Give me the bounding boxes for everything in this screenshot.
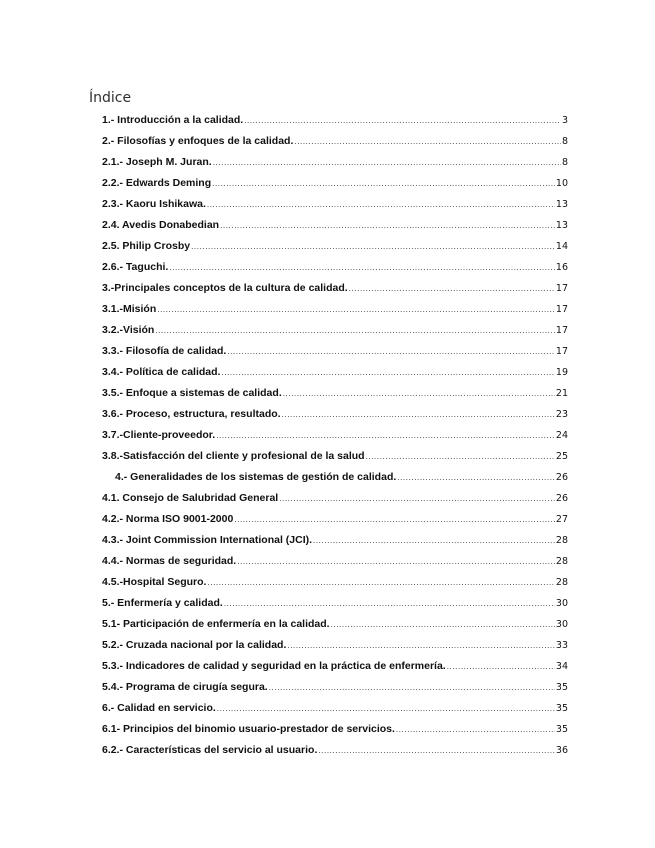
toc-dot-leader: [221, 362, 554, 383]
toc-entry-title: 5.3.- Indicadores de calidad y seguridad en la práctica de enfermería.: [102, 660, 446, 672]
toc-entry[interactable]: [102, 488, 568, 509]
toc-entry-page-number: 8: [561, 136, 568, 147]
toc-entry-page-number: 30: [555, 619, 568, 630]
toc-entry-page-number: 33: [555, 640, 568, 651]
toc-entry-page-number: 13: [555, 199, 568, 210]
toc-entry[interactable]: [102, 593, 568, 614]
toc-entry-page-number: 24: [555, 430, 568, 441]
toc-entry-page-number: 17: [555, 304, 568, 315]
toc-dot-leader: [227, 341, 555, 362]
toc-entry-title: 4.- Generalidades de los sistemas de gestión de calidad.: [115, 471, 397, 483]
toc-entry[interactable]: [102, 320, 568, 341]
toc-entry[interactable]: [102, 341, 568, 362]
toc-dot-leader: [283, 383, 555, 404]
toc-dot-leader: [220, 215, 555, 236]
toc-entry[interactable]: [102, 530, 568, 551]
toc-entry[interactable]: [102, 551, 568, 572]
toc-entry-page-number: 26: [555, 493, 568, 504]
toc-entry[interactable]: [102, 635, 568, 656]
toc-entry-title: 3.1.-Misión: [102, 303, 157, 315]
toc-entry-title: 3.8.-Satisfacción del cliente y profesional de la salud: [102, 450, 365, 462]
toc-dot-leader: [212, 173, 555, 194]
toc-entry-title: 3.-Principales conceptos de la cultura de calidad.: [102, 282, 348, 294]
table-of-contents: [102, 110, 568, 761]
toc-entry[interactable]: [102, 110, 568, 131]
toc-entry[interactable]: [102, 299, 568, 320]
toc-entry-page-number: 17: [555, 325, 568, 336]
toc-entry-title: 6.2.- Características del servicio al usuario.: [102, 744, 318, 756]
toc-entry-page-number: 30: [555, 598, 568, 609]
toc-entry-title: 3.6.- Proceso, estructura, resultado.: [102, 408, 281, 420]
toc-dot-leader: [213, 152, 561, 173]
toc-entry-title: 5.- Enfermería y calidad.: [102, 597, 223, 609]
toc-entry-title: 1.- Introducción a la calidad.: [102, 114, 244, 126]
toc-dot-leader: [237, 551, 555, 572]
toc-entry[interactable]: [102, 131, 568, 152]
toc-entry[interactable]: [102, 656, 568, 677]
toc-heading: Índice: [89, 90, 132, 106]
toc-entry-page-number: 28: [555, 535, 568, 546]
toc-dot-leader: [207, 194, 555, 215]
toc-entry-page-number: 35: [555, 724, 568, 735]
toc-dot-leader: [216, 425, 555, 446]
toc-entry[interactable]: [102, 404, 568, 425]
toc-dot-leader: [447, 656, 555, 677]
toc-entry-title: 4.3.- Joint Commission International (JCI).: [102, 534, 313, 546]
toc-entry-page-number: 28: [555, 577, 568, 588]
toc-entry-title: 2.- Filosofías y enfoques de la calidad.: [102, 135, 294, 147]
toc-entry[interactable]: [102, 194, 568, 215]
toc-entry-title: 5.1- Participación de enfermería en la calidad.: [102, 618, 330, 630]
toc-entry[interactable]: [102, 509, 568, 530]
toc-entry[interactable]: [102, 362, 568, 383]
toc-dot-leader: [366, 446, 555, 467]
toc-dot-leader: [279, 488, 555, 509]
toc-entry-title: 2.5. Philip Crosby: [102, 240, 191, 252]
toc-entry-page-number: 10: [555, 178, 568, 189]
toc-entry[interactable]: [102, 446, 568, 467]
toc-dot-leader: [155, 320, 555, 341]
toc-entry-title: 3.4.- Política de calidad.: [102, 366, 221, 378]
toc-entry-title: 4.4.- Normas de seguridad.: [102, 555, 237, 567]
toc-dot-leader: [234, 509, 555, 530]
toc-entry-page-number: 28: [555, 556, 568, 567]
toc-entry[interactable]: [102, 278, 568, 299]
toc-dot-leader: [294, 131, 561, 152]
toc-entry-title: 2.4. Avedis Donabedian: [102, 219, 220, 231]
toc-entry[interactable]: [102, 383, 568, 404]
toc-dot-leader: [169, 257, 555, 278]
toc-entry-page-number: 17: [555, 283, 568, 294]
toc-entry-page-number: 16: [555, 262, 568, 273]
toc-entry-page-number: 25: [555, 451, 568, 462]
toc-entry[interactable]: [102, 719, 568, 740]
toc-dot-leader: [282, 404, 555, 425]
toc-dot-leader: [191, 236, 555, 257]
toc-entry[interactable]: [102, 677, 568, 698]
toc-entry-title: 3.7.-Cliente-proveedor.: [102, 429, 216, 441]
toc-entry-title: 5.2.- Cruzada nacional por la calidad.: [102, 639, 287, 651]
toc-entry-title: 4.2.- Norma ISO 9001-2000: [102, 513, 234, 525]
toc-entry-title: 6.1- Principios del binomio usuario-prestador de servicios.: [102, 723, 395, 735]
toc-entry[interactable]: [102, 698, 568, 719]
toc-entry-title: 6.- Calidad en servicio.: [102, 702, 216, 714]
toc-entry-page-number: 14: [555, 241, 568, 252]
toc-entry[interactable]: [102, 614, 568, 635]
toc-entry-page-number: 36: [555, 745, 568, 756]
toc-dot-leader: [207, 572, 554, 593]
toc-dot-leader: [313, 530, 555, 551]
toc-entry-title: 5.4.- Programa de cirugía segura.: [102, 681, 268, 693]
toc-entry-title: 3.3.- Filosofía de calidad.: [102, 345, 227, 357]
toc-entry-page-number: 3: [561, 115, 568, 126]
toc-entry-page-number: 27: [555, 514, 568, 525]
toc-entry-page-number: 17: [555, 346, 568, 357]
toc-entry-page-number: 8: [561, 157, 568, 168]
toc-entry-page-number: 34: [555, 661, 568, 672]
toc-entry-page-number: 35: [555, 682, 568, 693]
toc-entry-title: 2.2.- Edwards Deming: [102, 177, 212, 189]
toc-entry-page-number: 26: [555, 472, 568, 483]
toc-entry[interactable]: [102, 740, 568, 761]
toc-entry-page-number: 21: [555, 388, 568, 399]
toc-entry[interactable]: [102, 257, 568, 278]
toc-dot-leader: [396, 719, 555, 740]
toc-dot-leader: [157, 299, 555, 320]
toc-entry-title: 4.5.-Hospital Seguro.: [102, 576, 207, 588]
toc-dot-leader: [318, 740, 555, 761]
toc-entry-title: 3.5.- Enfoque a sistemas de calidad.: [102, 387, 282, 399]
toc-entry-page-number: 23: [555, 409, 568, 420]
toc-entry-title: 4.1. Consejo de Salubridad General: [102, 492, 279, 504]
toc-entry[interactable]: [102, 215, 568, 236]
toc-entry-page-number: 13: [555, 220, 568, 231]
toc-entry-title: 2.1.- Joseph M. Juran.: [102, 156, 212, 168]
toc-dot-leader: [349, 278, 555, 299]
toc-entry-page-number: 35: [555, 703, 568, 714]
toc-entry-title: 2.6.- Taguchi.: [102, 261, 169, 273]
toc-entry[interactable]: [102, 152, 568, 173]
toc-entry-title: 3.2.-Visión: [102, 324, 155, 336]
toc-dot-leader: [397, 467, 555, 488]
toc-entry[interactable]: [102, 572, 568, 593]
toc-entry-title: 2.3.- Kaoru Ishikawa.: [102, 198, 206, 210]
toc-dot-leader: [224, 593, 555, 614]
toc-dot-leader: [269, 677, 555, 698]
toc-dot-leader: [287, 635, 555, 656]
toc-dot-leader: [244, 110, 561, 131]
toc-entry[interactable]: [102, 467, 568, 488]
toc-entry[interactable]: [102, 425, 568, 446]
toc-dot-leader: [331, 614, 555, 635]
toc-dot-leader: [217, 698, 555, 719]
toc-entry[interactable]: [102, 236, 568, 257]
toc-entry[interactable]: [102, 173, 568, 194]
toc-entry-page-number: 19: [555, 367, 568, 378]
